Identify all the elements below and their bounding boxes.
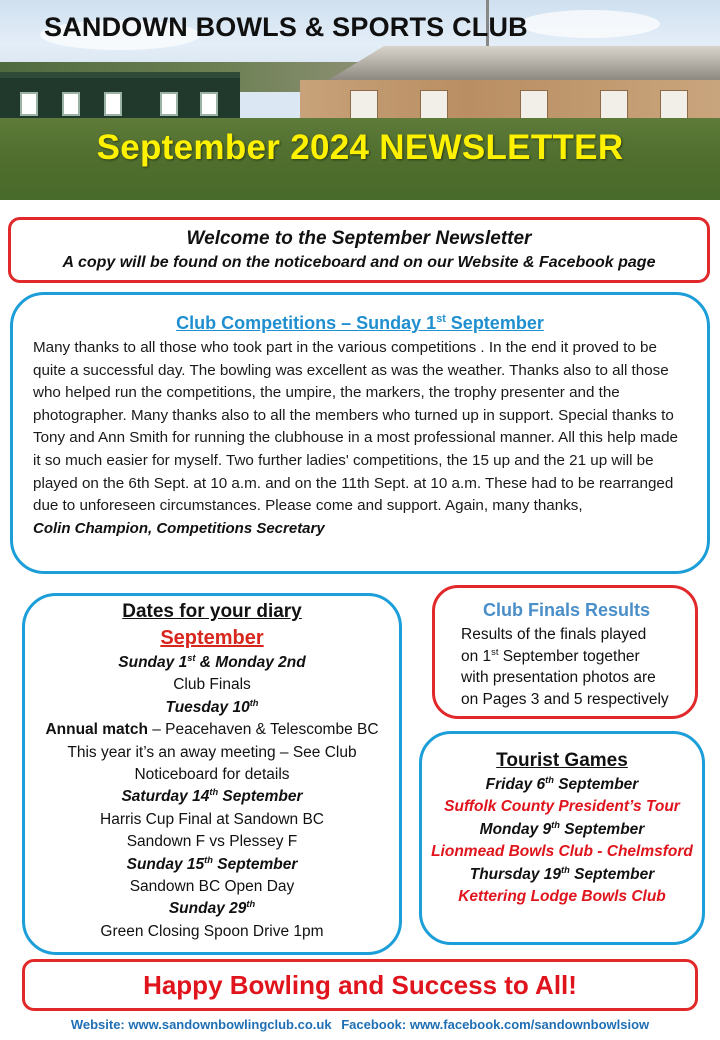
website-link[interactable]: Website: www.sandownbowlingclub.co.uk: [70, 1017, 332, 1032]
clubhouse-roof: [300, 46, 720, 82]
tourist-box: [419, 731, 705, 945]
competitions-body: Many thanks to all those who took part in the various competitions . In the end it proved to be quite a successful day. The bowling was excellent as was the weather. Thanks also to all those who helped run the competitions, the umpire, the markers, the trophy presenter and the photographer. Many thanks also to all the members who turned up in support. Special thanks to Tony and Ann Smith for running the clubhouse in a most professional manner. All this help made it so much easier for myself. Two further ladies' competitions, the 15 up and the 21 up will be played on the 6th Sept. at 10 a.m. and on the 11th Sept. at 10 a.m. These had to be rearranged due to unforeseen circumstances. Please come and support. Again, many thanks,: [33, 339, 679, 515]
diary-event: Noticeboard for details: [134, 766, 290, 784]
diary-event: Green Closing Spoon Drive 1pm: [100, 922, 324, 940]
competitions-box: [10, 292, 710, 574]
pavilion-window: [160, 92, 178, 116]
finals-box: [432, 585, 698, 719]
welcome-box: [8, 217, 710, 283]
tourist-title: Tourist Games: [496, 750, 628, 771]
finals-line: Results of the finals played: [461, 626, 647, 643]
newsletter-title: September 2024 NEWSLETTER: [96, 128, 624, 167]
closing-banner: Happy Bowling and Success to All!: [22, 959, 698, 1011]
diary-event: Annual match – Peacehaven & Telescombe BC: [45, 721, 379, 739]
tourist-venue: Suffolk County President’s Tour: [444, 798, 680, 816]
competitions-signature: Colin Champion, Competitions Secretary: [33, 519, 325, 537]
pavilion-window: [20, 92, 38, 116]
finals-line: on 1st September together: [461, 646, 640, 665]
diary-event: Harris Cup Final at Sandown BC: [100, 810, 324, 828]
finals-title: Club Finals Results: [483, 600, 651, 620]
diary-box: [22, 593, 402, 955]
footer: [0, 1017, 720, 1032]
pavilion-window: [104, 92, 122, 116]
diary-month: September: [160, 627, 264, 649]
diary-date: Sunday 1st & Monday 2nd: [118, 652, 306, 671]
diary-event: Sandown F vs Plessey F: [126, 833, 298, 851]
diary-event: Sandown BC Open Day: [129, 878, 295, 896]
diary-date: Sunday 29th: [168, 899, 256, 918]
facebook-link[interactable]: Facebook: www.facebook.com/sandownbowlsiow: [341, 1017, 650, 1032]
club-name: SANDOWN BOWLS & SPORTS CLUB: [44, 12, 528, 42]
tourist-date: Monday 9th September: [479, 819, 645, 838]
tourist-venue: Kettering Lodge Bowls Club: [458, 888, 666, 906]
diary-title: Dates for your diary: [122, 601, 302, 622]
cloud: [520, 10, 660, 38]
diary-event: This year it’s an away meeting – See Club: [67, 743, 357, 761]
welcome-subtitle: A copy will be found on the noticeboard and on our Website & Facebook page: [62, 254, 656, 271]
competitions-title: Club Competitions – Sunday 1st September: [176, 313, 544, 333]
tourist-date: Thursday 19th September: [469, 864, 655, 883]
finals-line: with presentation photos are: [461, 669, 656, 687]
pavilion-window: [200, 92, 218, 116]
finals-line: on Pages 3 and 5 respectively: [461, 690, 669, 708]
pavilion-window: [62, 92, 80, 116]
welcome-title: Welcome to the September Newsletter: [186, 228, 532, 249]
diary-date: Saturday 14th September: [121, 787, 303, 806]
diary-date: Sunday 15th September: [126, 854, 298, 873]
finals-body: [461, 624, 683, 710]
tourist-venue: Lionmead Bowls Club - Chelmsford: [431, 843, 693, 861]
diary-event: Club Finals: [173, 676, 251, 694]
header-banner: [0, 0, 720, 200]
tourist-date: Friday 6th September: [485, 774, 639, 793]
diary-date: Tuesday 10th: [165, 697, 259, 716]
